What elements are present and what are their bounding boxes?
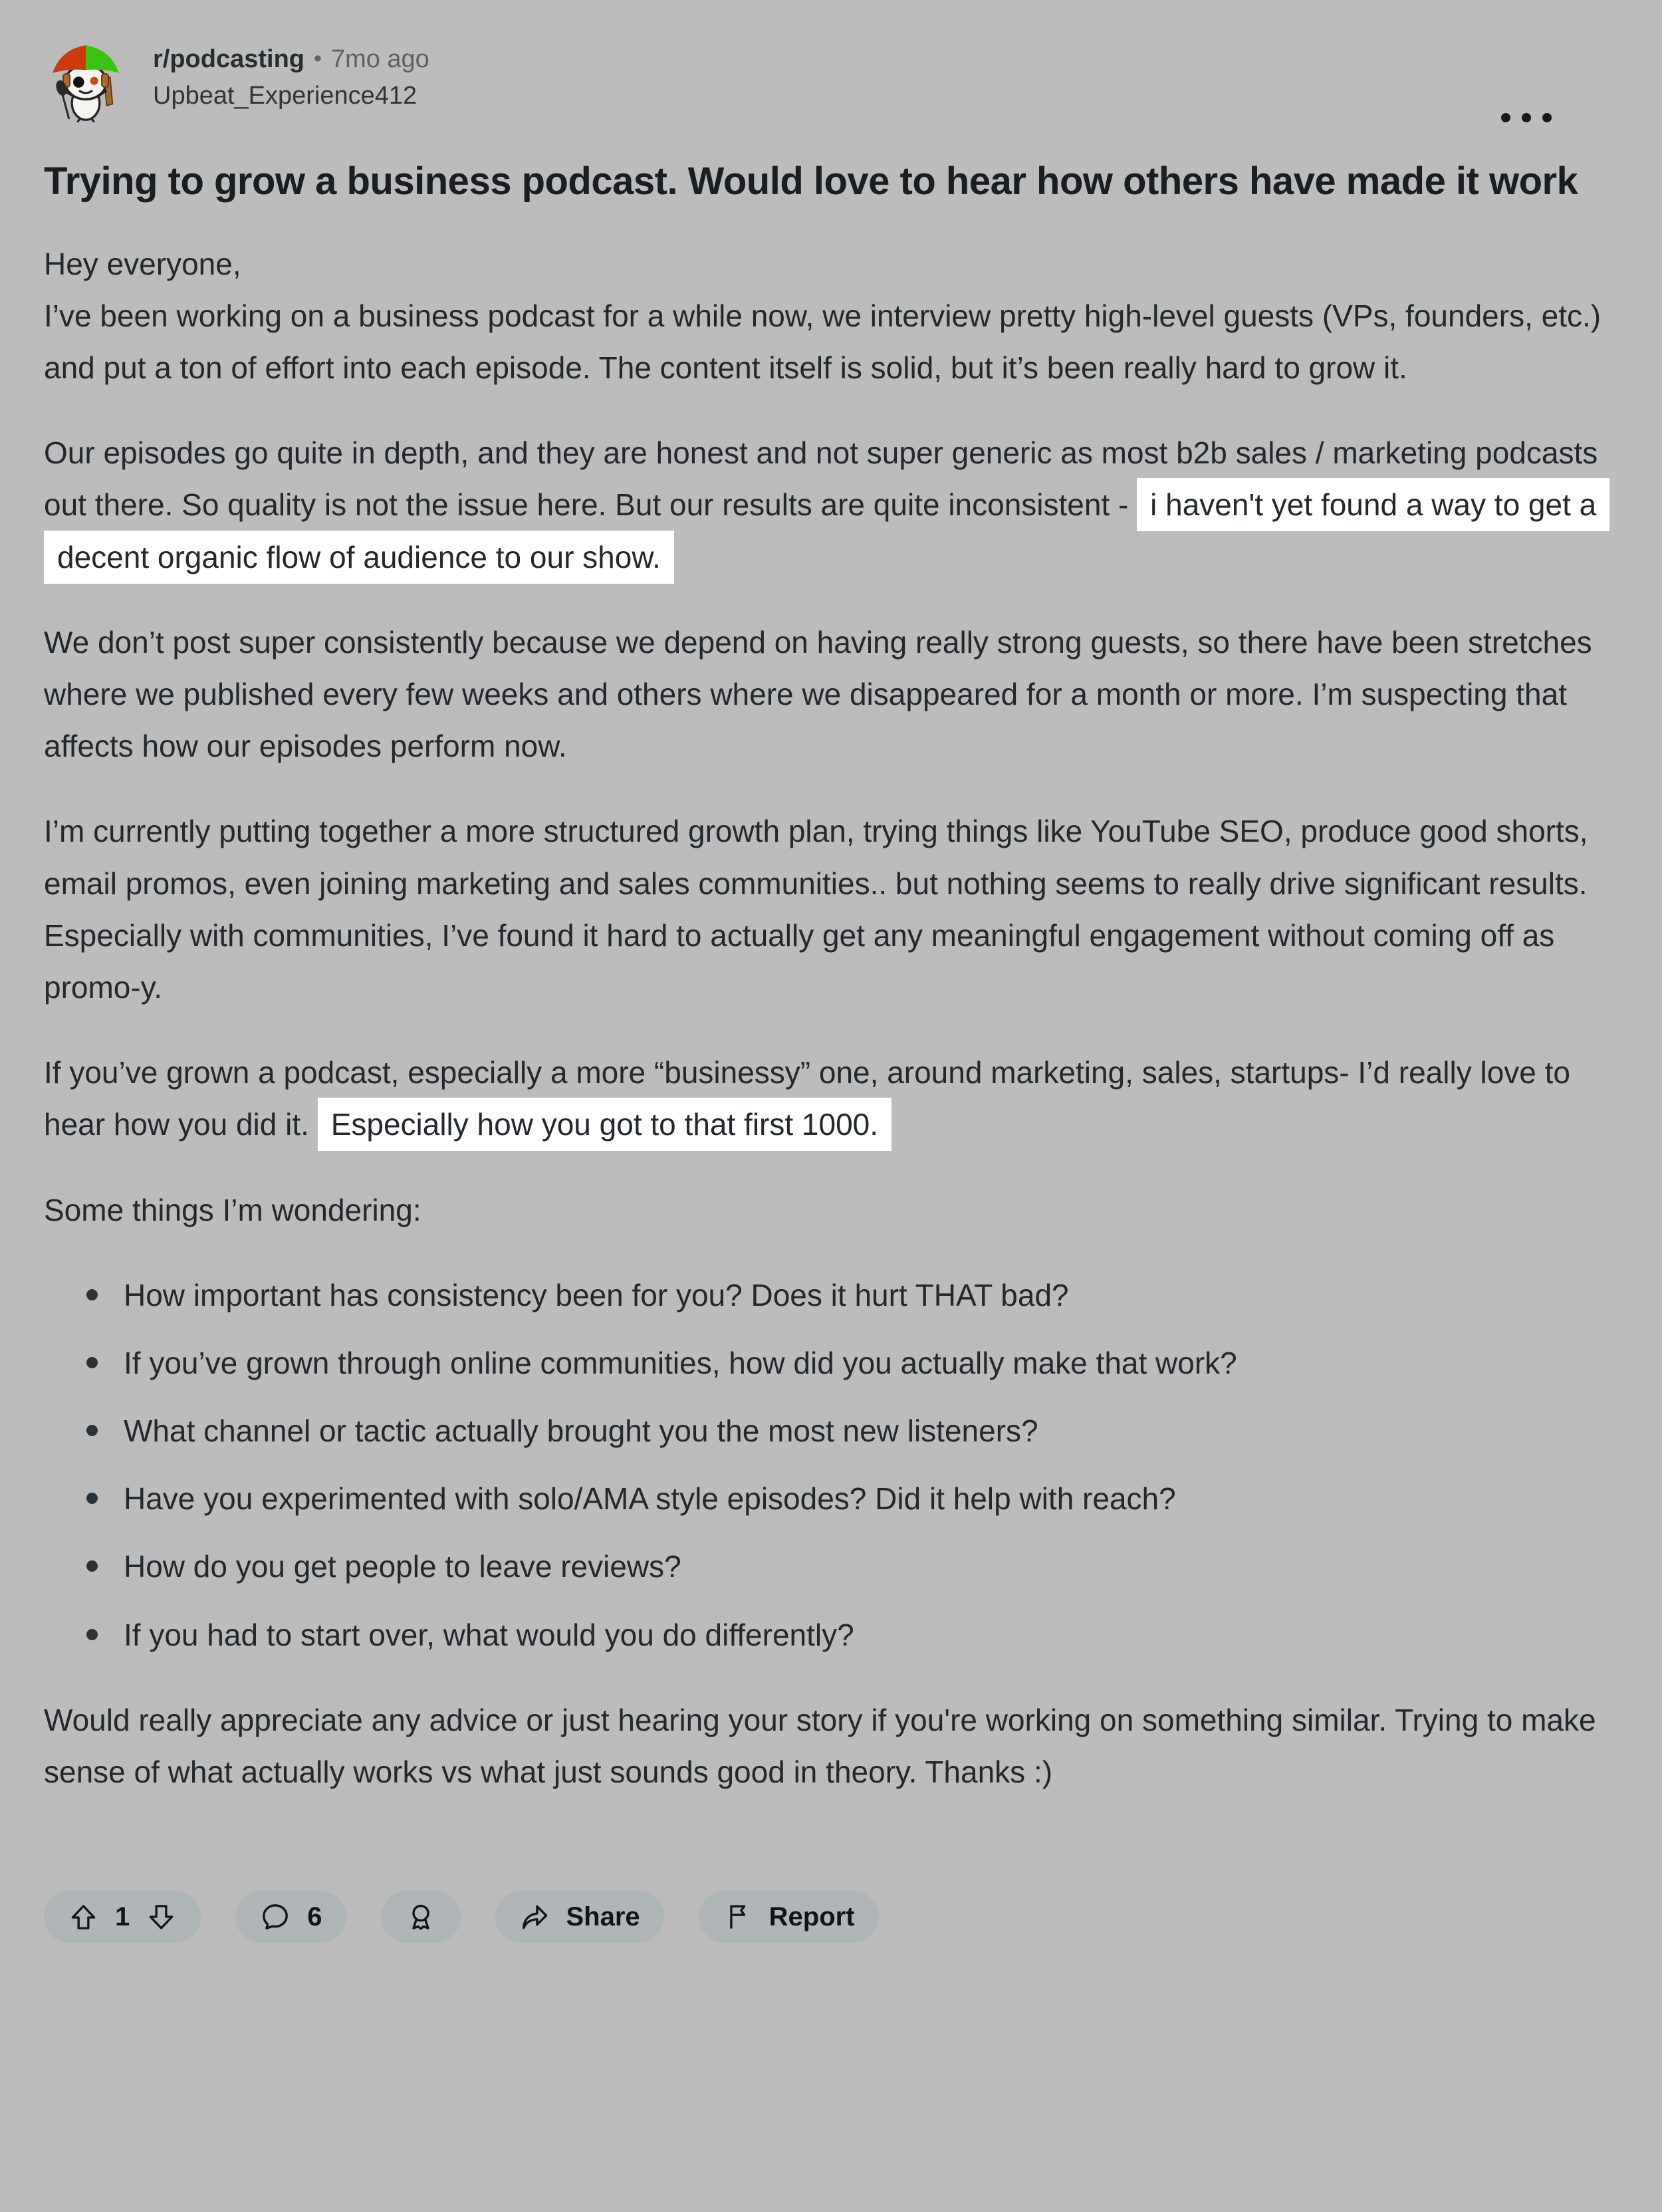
post-options-button[interactable] xyxy=(1501,113,1552,122)
share-label: Share xyxy=(566,1902,640,1931)
list-item xyxy=(44,1609,1613,1661)
ellipsis-icon xyxy=(1501,113,1510,122)
downvote-icon[interactable] xyxy=(146,1902,177,1933)
list-item xyxy=(44,1405,1613,1457)
list-item-text: How important has consistency been for you? Does it hurt THAT bad? xyxy=(124,1277,1069,1312)
ellipsis-icon xyxy=(1542,113,1552,122)
vote-count: 1 xyxy=(115,1902,130,1931)
list-item-text: What channel or tactic actually brought you the most new listeners? xyxy=(124,1413,1038,1449)
subreddit-avatar[interactable] xyxy=(44,39,128,122)
share-icon xyxy=(519,1902,550,1933)
bullet-icon xyxy=(86,1629,98,1640)
post-paragraph: I’m currently putting together a more structured growth plan, trying things like YouTube SEO, produce good shorts, email promos, even joining marketing and sales communities.. but nothing seems to really drive significant results. Especially with communities, I’ve found it hard to actually get any meaningful engagement without coming off as promo-y. xyxy=(44,814,1588,1005)
post-paragraph xyxy=(44,427,1613,583)
meta-separator: • xyxy=(314,46,322,72)
post-meta-line1 xyxy=(153,44,429,74)
bullet-icon xyxy=(86,1289,98,1300)
paragraph-text: Our episodes go quite in depth, and they are honest and not super generic as most b2b sales / marketing podcasts out there. So quality is not the issue here. But our results are quite inconsistent - xyxy=(44,435,1598,523)
list-item xyxy=(44,1540,1613,1592)
post-title: Trying to grow a business podcast. Would love to hear how others have made it work xyxy=(44,160,1578,203)
list-item-text: If you’ve grown through online communities, how did you actually make that work? xyxy=(124,1345,1237,1380)
list-item xyxy=(44,1269,1613,1321)
share-button[interactable] xyxy=(495,1891,664,1943)
post-paragraph: We don’t post super consistently because we depend on having really strong guests, so there have been stretches where we published every few weeks and others where we disappeared for a month or more. I’m suspecting that affects how our episodes perform now. xyxy=(44,624,1592,764)
list-item-text: Have you experimented with solo/AMA style episodes? Did it help with reach? xyxy=(124,1481,1176,1517)
comment-count: 6 xyxy=(307,1902,322,1931)
comments-button[interactable] xyxy=(235,1891,346,1943)
bullet-icon xyxy=(86,1493,98,1504)
upvote-icon[interactable] xyxy=(68,1902,99,1933)
author-link[interactable]: Upbeat_Experience412 xyxy=(153,82,417,110)
post-paragraph: Some things I’m wondering: xyxy=(44,1192,421,1227)
comment-icon xyxy=(259,1901,291,1933)
question-list xyxy=(44,1269,1613,1661)
highlighted-text: i haven't yet found a way to get a decent organic flow of audience to our show. xyxy=(44,478,1609,583)
report-button[interactable] xyxy=(699,1891,879,1943)
list-item-text: How do you get people to leave reviews? xyxy=(124,1549,681,1584)
post-body xyxy=(44,238,1613,1798)
paragraph-text: Hey everyone, xyxy=(44,246,241,281)
list-item xyxy=(44,1337,1613,1389)
award-button[interactable] xyxy=(381,1891,461,1943)
post-paragraph xyxy=(44,1046,1613,1150)
bullet-icon xyxy=(86,1560,98,1572)
post-action-bar xyxy=(44,1891,1613,1943)
paragraph-text: I’ve been working on a business podcast for a while now, we interview pretty high-level guests (VPs, founders, etc.) and put a ton of effort into each episode. The content itself is solid, but it’s been really hard to grow it. xyxy=(44,298,1602,386)
bullet-icon xyxy=(86,1425,98,1436)
snoo-avatar-icon xyxy=(44,39,128,122)
award-icon xyxy=(405,1901,437,1933)
post-paragraph xyxy=(44,238,1613,394)
list-item xyxy=(44,1473,1613,1525)
post-paragraph: Would really appreciate any advice or just hearing your story if you're working on something similar. Trying to make sense of what actually works vs what just sounds good in theory. Thanks :) xyxy=(44,1702,1596,1790)
vote-button-group[interactable] xyxy=(44,1891,201,1943)
subreddit-link[interactable]: r/podcasting xyxy=(153,45,305,73)
ellipsis-icon xyxy=(1522,113,1531,122)
report-label: Report xyxy=(769,1902,855,1931)
post-timestamp: 7mo ago xyxy=(330,45,429,73)
highlighted-text: Especially how you got to that first 1000. xyxy=(318,1098,891,1151)
flag-icon xyxy=(723,1902,753,1932)
paragraph-text: If you’ve grown a podcast, especially a more “businessy” one, around marketing, sales, startups- I’d really love to hear how you did it. xyxy=(44,1055,1571,1142)
post-meta xyxy=(153,39,429,112)
post-header xyxy=(44,39,1613,122)
list-item-text: If you had to start over, what would you do differently? xyxy=(124,1617,854,1652)
bullet-icon xyxy=(86,1357,98,1368)
